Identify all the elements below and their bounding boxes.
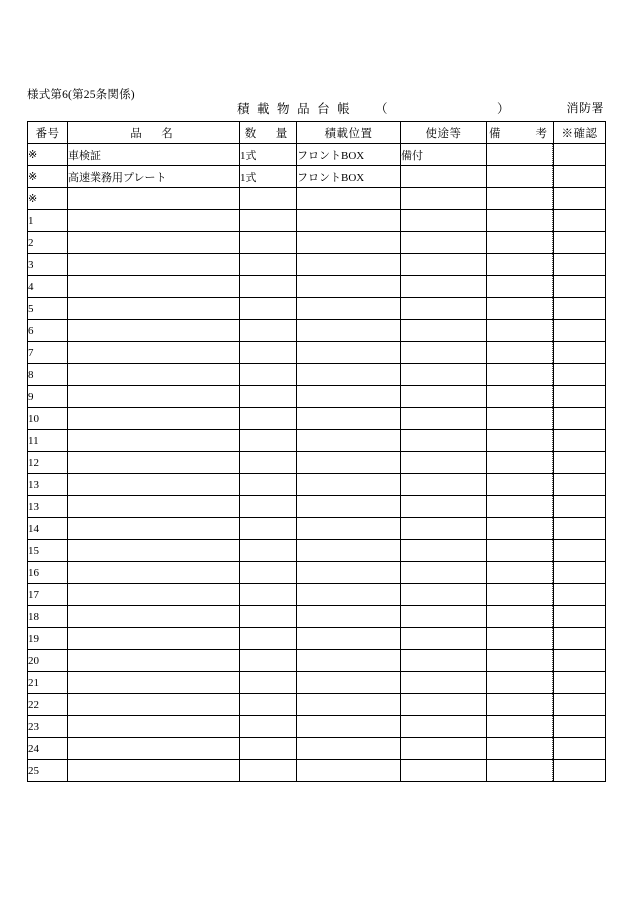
cell-position[interactable]: フロントBOX: [297, 166, 401, 188]
cell-name[interactable]: [68, 210, 240, 232]
cell-no[interactable]: 13: [28, 496, 68, 518]
cell-check[interactable]: [554, 584, 606, 606]
cell-no[interactable]: 7: [28, 342, 68, 364]
cell-position[interactable]: [297, 606, 401, 628]
cell-qty[interactable]: [240, 474, 297, 496]
cell-qty[interactable]: [240, 298, 297, 320]
cell-check[interactable]: [554, 386, 606, 408]
cell-qty[interactable]: [240, 738, 297, 760]
cell-remark-left[interactable]: [487, 694, 553, 716]
cell-qty[interactable]: [240, 496, 297, 518]
ledger-table: [27, 121, 606, 782]
cell-remark-left[interactable]: [487, 408, 553, 430]
cell-qty[interactable]: [240, 408, 297, 430]
table-row: [28, 650, 606, 672]
title-row: [27, 99, 604, 119]
cell-name[interactable]: [68, 694, 240, 716]
cell-use[interactable]: [401, 584, 487, 606]
cell-check[interactable]: [554, 738, 606, 760]
cell-no[interactable]: ※: [28, 144, 68, 166]
title-paren-close: ）: [497, 102, 510, 116]
table-row: [28, 452, 606, 474]
cell-name[interactable]: [68, 716, 240, 738]
cell-use[interactable]: [401, 694, 487, 716]
cell-qty[interactable]: [240, 584, 297, 606]
cell-check[interactable]: [554, 408, 606, 430]
cell-check[interactable]: [554, 430, 606, 452]
table-row: [28, 716, 606, 738]
column-header-qty: 数 量: [240, 122, 297, 144]
cell-remark-left[interactable]: [487, 430, 553, 452]
cell-name[interactable]: [68, 584, 240, 606]
table-row: [28, 628, 606, 650]
cell-use[interactable]: [401, 760, 487, 782]
cell-check[interactable]: [554, 166, 606, 188]
cell-qty[interactable]: [240, 650, 297, 672]
cell-check[interactable]: [554, 628, 606, 650]
cell-remark-left[interactable]: [487, 738, 553, 760]
cell-use[interactable]: [401, 716, 487, 738]
cell-qty[interactable]: [240, 628, 297, 650]
table-row: [28, 298, 606, 320]
cell-remark-left[interactable]: [487, 452, 553, 474]
cell-no[interactable]: 19: [28, 628, 68, 650]
cell-remark-left[interactable]: [487, 474, 553, 496]
cell-no[interactable]: 15: [28, 540, 68, 562]
cell-name[interactable]: [68, 452, 240, 474]
cell-position[interactable]: [297, 364, 401, 386]
cell-no[interactable]: 3: [28, 254, 68, 276]
cell-no[interactable]: 5: [28, 298, 68, 320]
cell-remark-left[interactable]: [487, 320, 553, 342]
cell-check[interactable]: [554, 496, 606, 518]
table-row: [28, 254, 606, 276]
cell-position[interactable]: [297, 254, 401, 276]
cell-no[interactable]: 1: [28, 210, 68, 232]
cell-remark-left[interactable]: [487, 342, 553, 364]
cell-check[interactable]: [554, 650, 606, 672]
cell-position[interactable]: [297, 496, 401, 518]
cell-name[interactable]: [68, 254, 240, 276]
cell-position[interactable]: フロントBOX: [297, 144, 401, 166]
cell-no[interactable]: 12: [28, 452, 68, 474]
cell-check[interactable]: [554, 342, 606, 364]
cell-check[interactable]: [554, 320, 606, 342]
cell-name[interactable]: [68, 188, 240, 210]
cell-check[interactable]: [554, 606, 606, 628]
cell-check[interactable]: [554, 562, 606, 584]
cell-use[interactable]: 備付: [401, 144, 487, 166]
cell-check[interactable]: [554, 518, 606, 540]
cell-remark-left[interactable]: [487, 166, 553, 188]
cell-use[interactable]: [401, 254, 487, 276]
table-row: [28, 694, 606, 716]
table-row: [28, 144, 606, 166]
cell-qty[interactable]: 1式: [240, 166, 297, 188]
cell-use[interactable]: [401, 342, 487, 364]
cell-position[interactable]: [297, 320, 401, 342]
cell-name[interactable]: [68, 738, 240, 760]
cell-qty[interactable]: [240, 254, 297, 276]
cell-use[interactable]: [401, 540, 487, 562]
cell-qty[interactable]: [240, 386, 297, 408]
column-header-remark: 備 考: [487, 122, 554, 144]
cell-qty[interactable]: [240, 276, 297, 298]
cell-no[interactable]: 23: [28, 716, 68, 738]
cell-position[interactable]: [297, 584, 401, 606]
cell-qty[interactable]: [240, 518, 297, 540]
table-header-row: [28, 122, 606, 144]
column-header-check: ※確認: [554, 122, 606, 144]
cell-use[interactable]: [401, 386, 487, 408]
table-row: [28, 386, 606, 408]
cell-name[interactable]: [68, 474, 240, 496]
cell-qty[interactable]: [240, 672, 297, 694]
cell-use[interactable]: [401, 210, 487, 232]
cell-position[interactable]: [297, 694, 401, 716]
cell-use[interactable]: [401, 672, 487, 694]
cell-position[interactable]: [297, 738, 401, 760]
cell-qty[interactable]: [240, 188, 297, 210]
cell-no[interactable]: 16: [28, 562, 68, 584]
cell-no[interactable]: 25: [28, 760, 68, 782]
cell-position[interactable]: [297, 188, 401, 210]
table-row: [28, 166, 606, 188]
cell-name[interactable]: [68, 650, 240, 672]
cell-remark-left[interactable]: [487, 584, 553, 606]
cell-use[interactable]: [401, 430, 487, 452]
cell-name[interactable]: [68, 606, 240, 628]
cell-use[interactable]: [401, 276, 487, 298]
cell-remark-left[interactable]: [487, 540, 553, 562]
cell-qty[interactable]: [240, 716, 297, 738]
cell-name[interactable]: [68, 430, 240, 452]
cell-position[interactable]: [297, 408, 401, 430]
cell-qty[interactable]: [240, 452, 297, 474]
cell-remark-left[interactable]: [487, 496, 553, 518]
cell-qty[interactable]: [240, 430, 297, 452]
table-row: [28, 210, 606, 232]
cell-use[interactable]: [401, 364, 487, 386]
cell-use[interactable]: [401, 188, 487, 210]
cell-position[interactable]: [297, 540, 401, 562]
cell-name[interactable]: [68, 562, 240, 584]
cell-name[interactable]: [68, 320, 240, 342]
cell-use[interactable]: [401, 166, 487, 188]
cell-name[interactable]: [68, 628, 240, 650]
cell-position[interactable]: [297, 628, 401, 650]
cell-use[interactable]: [401, 320, 487, 342]
cell-check[interactable]: [554, 716, 606, 738]
cell-no[interactable]: 6: [28, 320, 68, 342]
cell-no[interactable]: ※: [28, 166, 68, 188]
cell-check[interactable]: [554, 144, 606, 166]
cell-name[interactable]: [68, 408, 240, 430]
cell-qty[interactable]: [240, 760, 297, 782]
cell-no[interactable]: 2: [28, 232, 68, 254]
table-row: [28, 518, 606, 540]
cell-no[interactable]: 13: [28, 474, 68, 496]
cell-check[interactable]: [554, 540, 606, 562]
cell-position[interactable]: [297, 452, 401, 474]
cell-check[interactable]: [554, 210, 606, 232]
table-row: [28, 540, 606, 562]
cell-remark-left[interactable]: [487, 188, 553, 210]
cell-position[interactable]: [297, 342, 401, 364]
cell-no[interactable]: 4: [28, 276, 68, 298]
cell-position[interactable]: [297, 716, 401, 738]
cell-name[interactable]: [68, 276, 240, 298]
cell-no[interactable]: 24: [28, 738, 68, 760]
table-row: [28, 364, 606, 386]
cell-name[interactable]: [68, 298, 240, 320]
cell-qty[interactable]: 1式: [240, 144, 297, 166]
cell-qty[interactable]: [240, 562, 297, 584]
cell-no[interactable]: 18: [28, 606, 68, 628]
cell-qty[interactable]: [240, 364, 297, 386]
cell-check[interactable]: [554, 672, 606, 694]
cell-remark-left[interactable]: [487, 672, 553, 694]
cell-no[interactable]: 21: [28, 672, 68, 694]
cell-check[interactable]: [554, 188, 606, 210]
cell-remark-left[interactable]: [487, 254, 553, 276]
cell-name[interactable]: [68, 518, 240, 540]
cell-qty[interactable]: [240, 320, 297, 342]
cell-no[interactable]: ※: [28, 188, 68, 210]
column-header-name: 品 名: [68, 122, 240, 144]
cell-no[interactable]: 22: [28, 694, 68, 716]
cell-use[interactable]: [401, 408, 487, 430]
column-header-no: 番号: [28, 122, 68, 144]
page-title: 積 載 物 品 台 帳: [237, 102, 352, 116]
cell-no[interactable]: 8: [28, 364, 68, 386]
cell-qty[interactable]: [240, 232, 297, 254]
cell-name[interactable]: [68, 760, 240, 782]
cell-no[interactable]: 17: [28, 584, 68, 606]
cell-check[interactable]: [554, 364, 606, 386]
cell-remark-left[interactable]: [487, 386, 553, 408]
cell-name[interactable]: [68, 540, 240, 562]
cell-qty[interactable]: [240, 606, 297, 628]
cell-position[interactable]: [297, 518, 401, 540]
cell-position[interactable]: [297, 650, 401, 672]
cell-remark-left[interactable]: [487, 298, 553, 320]
cell-remark-left[interactable]: [487, 628, 553, 650]
column-header-use: 使途等: [401, 122, 487, 144]
table-row: [28, 760, 606, 782]
cell-remark-left[interactable]: [487, 144, 553, 166]
cell-remark-left[interactable]: [487, 364, 553, 386]
cell-name[interactable]: [68, 232, 240, 254]
cell-use[interactable]: [401, 298, 487, 320]
table-row: [28, 672, 606, 694]
cell-use[interactable]: [401, 650, 487, 672]
cell-remark-left[interactable]: [487, 562, 553, 584]
cell-use[interactable]: [401, 628, 487, 650]
cell-name[interactable]: [68, 342, 240, 364]
form-code: 様式第6(第25条関係): [27, 89, 135, 101]
cell-check[interactable]: [554, 254, 606, 276]
cell-position[interactable]: [297, 298, 401, 320]
table-row: [28, 342, 606, 364]
cell-name[interactable]: 高速業務用プレート: [68, 166, 240, 188]
cell-name[interactable]: [68, 386, 240, 408]
cell-position[interactable]: [297, 232, 401, 254]
cell-qty[interactable]: [240, 342, 297, 364]
cell-position[interactable]: [297, 562, 401, 584]
cell-no[interactable]: 20: [28, 650, 68, 672]
cell-name[interactable]: 車検証: [68, 144, 240, 166]
cell-check[interactable]: [554, 474, 606, 496]
table-row: [28, 276, 606, 298]
cell-check[interactable]: [554, 452, 606, 474]
table-row: [28, 474, 606, 496]
cell-use[interactable]: [401, 606, 487, 628]
cell-no[interactable]: 14: [28, 518, 68, 540]
cell-remark-left[interactable]: [487, 232, 553, 254]
office-label: 消防署: [566, 101, 604, 115]
cell-check[interactable]: [554, 232, 606, 254]
cell-no[interactable]: 9: [28, 386, 68, 408]
cell-check[interactable]: [554, 276, 606, 298]
table-row: [28, 496, 606, 518]
table-row: [28, 562, 606, 584]
cell-use[interactable]: [401, 738, 487, 760]
cell-position[interactable]: [297, 430, 401, 452]
cell-no[interactable]: 11: [28, 430, 68, 452]
cell-check[interactable]: [554, 694, 606, 716]
cell-position[interactable]: [297, 386, 401, 408]
cell-remark-left[interactable]: [487, 606, 553, 628]
cell-no[interactable]: 10: [28, 408, 68, 430]
cell-remark-left[interactable]: [487, 760, 553, 782]
cell-qty[interactable]: [240, 210, 297, 232]
table-row: [28, 232, 606, 254]
cell-use[interactable]: [401, 452, 487, 474]
cell-check[interactable]: [554, 760, 606, 782]
table-row: [28, 606, 606, 628]
table-row: [28, 430, 606, 452]
table-row: [28, 738, 606, 760]
cell-use[interactable]: [401, 562, 487, 584]
cell-remark-left[interactable]: [487, 276, 553, 298]
cell-position[interactable]: [297, 760, 401, 782]
cell-position[interactable]: [297, 672, 401, 694]
column-header-position: 積載位置: [297, 122, 401, 144]
title-paren-open: （: [375, 102, 388, 116]
cell-position[interactable]: [297, 276, 401, 298]
cell-remark-left[interactable]: [487, 518, 553, 540]
cell-check[interactable]: [554, 298, 606, 320]
cell-remark-left[interactable]: [487, 650, 553, 672]
cell-position[interactable]: [297, 210, 401, 232]
cell-name[interactable]: [68, 364, 240, 386]
cell-use[interactable]: [401, 496, 487, 518]
cell-use[interactable]: [401, 518, 487, 540]
cell-remark-left[interactable]: [487, 716, 553, 738]
cell-position[interactable]: [297, 474, 401, 496]
table-row: [28, 408, 606, 430]
cell-use[interactable]: [401, 232, 487, 254]
cell-remark-left[interactable]: [487, 210, 553, 232]
table-row: [28, 188, 606, 210]
cell-qty[interactable]: [240, 540, 297, 562]
cell-name[interactable]: [68, 496, 240, 518]
cell-qty[interactable]: [240, 694, 297, 716]
cell-use[interactable]: [401, 474, 487, 496]
table-row: [28, 584, 606, 606]
table-row: [28, 320, 606, 342]
cell-name[interactable]: [68, 672, 240, 694]
ledger-body: [28, 144, 606, 782]
